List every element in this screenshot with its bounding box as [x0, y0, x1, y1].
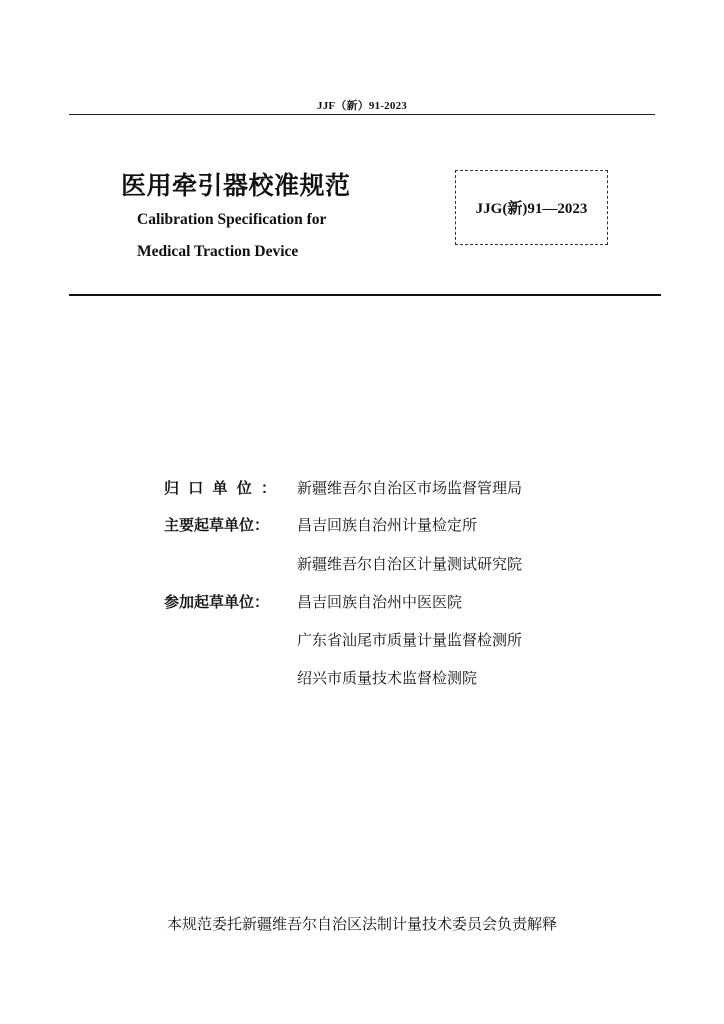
title-chinese: 医用牵引器校准规范 — [121, 171, 351, 200]
footer-note: 本规范委托新疆维吾尔自治区法制计量技术委员会负责解释 — [166, 915, 557, 933]
responsible-unit-value: 新疆维吾尔自治区市场监督管理局 — [297, 479, 523, 497]
participating-unit-value: 广东省汕尾市质量计量监督检测所 — [297, 631, 523, 649]
participating-unit-value: 昌吉回族自治州中医医院 — [297, 593, 463, 611]
header-rule — [69, 114, 655, 115]
label-char: 位 — [236, 479, 252, 497]
header-code: JJF（新）91-2023 — [317, 100, 407, 112]
participating-unit-value: 绍兴市质量技术监督检测院 — [297, 669, 478, 687]
label-char: 口 — [188, 479, 204, 497]
main-drafting-unit-value: 昌吉回族自治州计量检定所 — [297, 516, 478, 534]
label-char: 归 — [164, 479, 180, 497]
participating-unit-label: 参加起草单位： — [164, 593, 270, 611]
main-drafting-unit-value: 新疆维吾尔自治区计量测试研究院 — [297, 555, 523, 573]
label-char: 单 — [212, 479, 228, 497]
specification-code-box — [455, 170, 608, 245]
responsible-unit-label — [164, 477, 276, 498]
main-rule — [69, 294, 661, 296]
title-english-line-2: Medical Traction Device — [137, 243, 299, 260]
main-drafting-unit-label: 主要起草单位： — [164, 516, 270, 534]
specification-code: JJG(新)91—2023 — [475, 201, 588, 217]
title-english-line-1: Calibration Specification for — [137, 211, 327, 228]
label-char: ： — [260, 479, 276, 497]
